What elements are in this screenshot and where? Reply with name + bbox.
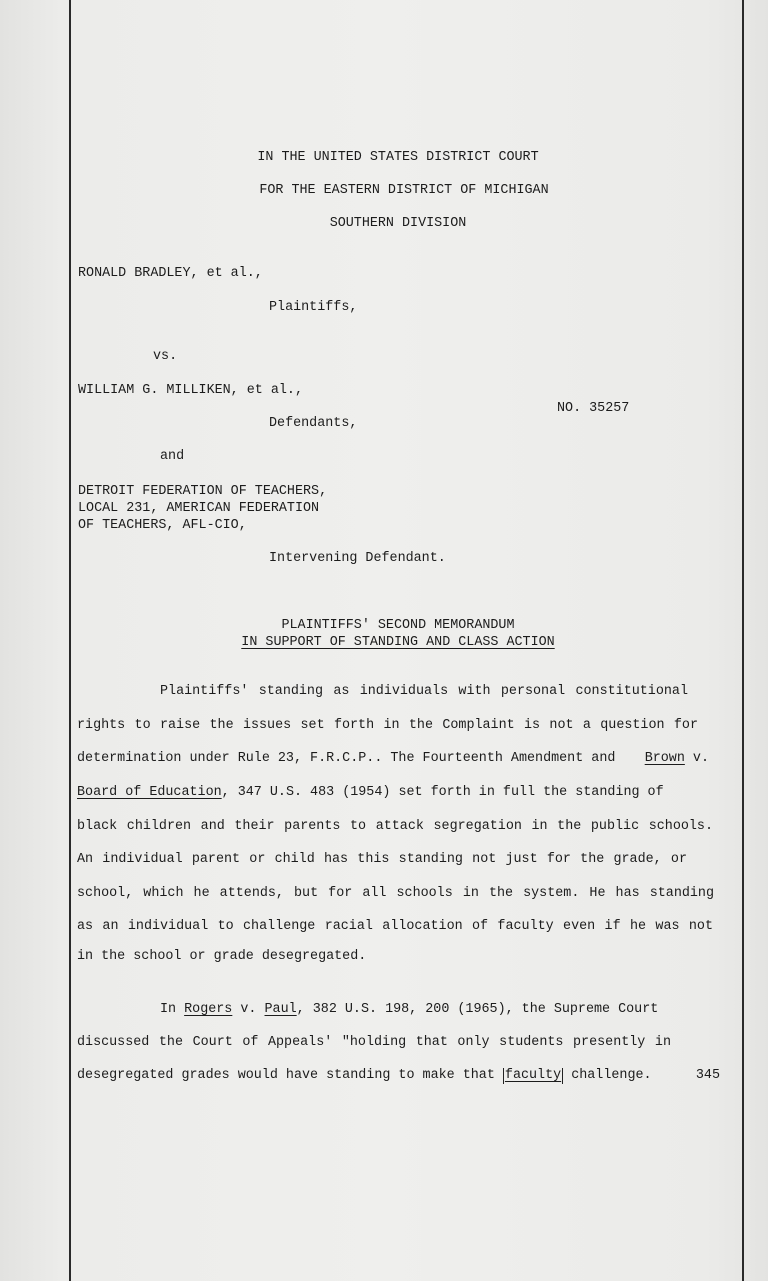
para1-line8: as an individual to challenge racial allocation of faculty even if he was not [77,919,713,934]
para1-line7: school, which he attends, but for all schools in the system. He has standing [77,886,714,901]
bracketed-faculty: faculty [504,1068,562,1083]
court-heading-line2: FOR THE EASTERN DISTRICT OF MICHIGAN [259,183,549,198]
para2-line1-intro [160,1002,658,1018]
para2-line3-tail: challenge. [571,1068,652,1083]
para1-line4-text: , 347 U.S. 483 (1954) set forth in full the standing of [221,785,664,800]
plaintiff-name: RONALD BRADLEY, et al., [78,266,263,281]
plaintiff-role: Plaintiffs, [269,300,358,315]
para1-line6: An individual parent or child has this standing not just for the grade, or [77,852,687,867]
case-name-brown: Brown [644,751,685,766]
case-name-board-of-education: Board of Education [77,785,222,800]
case-name-paul: Paul [264,1002,297,1017]
para2-line2: discussed the Court of Appeals' "holding that only students presently in [77,1035,671,1050]
para1-line4 [77,785,682,801]
intervenor-role: Intervening Defendant. [269,551,446,566]
intervenor-line2: LOCAL 231, AMERICAN FEDERATION [78,501,320,516]
para2-word-in: In [160,1002,177,1017]
defendant-name: WILLIAM G. MILLIKEN, et al., [78,383,303,398]
court-heading-line3: SOUTHERN DIVISION [329,216,467,231]
versus: vs. [153,349,178,364]
defendant-role: Defendants, [269,416,358,431]
para2-line3-text [77,1068,652,1084]
memo-title-line1: PLAINTIFFS' SECOND MEMORANDUM [281,618,515,633]
case-name-rogers: Rogers [184,1002,233,1017]
intervenor-line3: OF TEACHERS, AFL-CIO, [78,518,247,533]
para1-line3 [77,751,709,767]
memo-title-line2: IN SUPPORT OF STANDING AND CLASS ACTION [241,635,555,650]
case-number: NO. 35257 [557,401,630,416]
para1-line1: Plaintiffs' standing as individuals with personal constitutional [160,684,688,699]
court-heading-line1: IN THE UNITED STATES DISTRICT COURT [257,150,539,165]
versus-abbrev: v. [692,751,709,766]
para2-line3-continuation: 345 [695,1068,720,1083]
versus-abbrev-2: v. [240,1002,257,1017]
para2-line3-lead: desegregated grades would have standing to make that [77,1068,495,1083]
para1-line2: rights to raise the issues set forth in the Complaint is not a question for [77,718,698,733]
para2-line1 [160,1002,681,1018]
para1-line5: black children and their parents to attack segregation in the public schools. [77,819,713,834]
para1-line3-citation [645,751,709,767]
para1-line9: in the school or grade desegregated. [77,949,367,964]
intervenor-line1: DETROIT FEDERATION OF TEACHERS, [78,484,328,499]
para1-line3-text: determination under Rule 23, F.R.C.P.. The Fourteenth Amendment and [77,751,616,766]
and-connector: and [160,449,185,464]
para2-line1-text: , 382 U.S. 198, 200 (1965), the Supreme Court [296,1002,659,1017]
para2-line3 [77,1068,720,1084]
